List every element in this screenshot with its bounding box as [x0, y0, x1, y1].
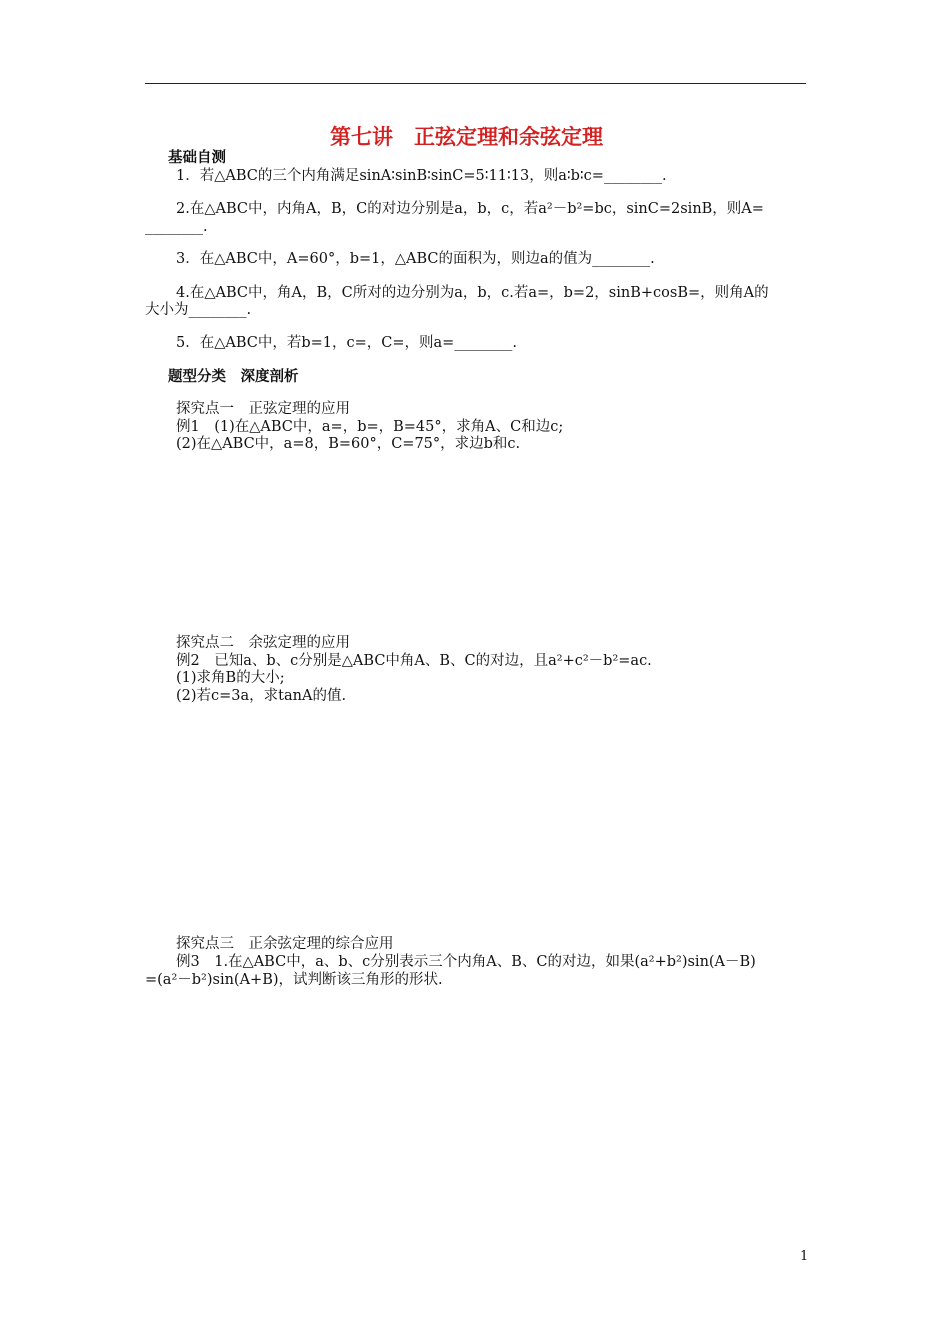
- explore-point-1-heading: 探究点一 正弦定理的应用: [176, 401, 350, 417]
- example-1-part-2: (2)在△ABC中，a=8，B=60°，C=75°，求边b和c.: [176, 436, 521, 452]
- section-basic-selftest: 基础自测: [168, 150, 226, 166]
- example-2-question-2: (2)若c=3a，求tanA的值.: [176, 688, 347, 704]
- question-4-line-2: 大小为________.: [145, 302, 252, 318]
- example-3-line-1: 例3 1.在△ABC中，a、b、c分别表示三个内角A、B、C的对边，如果(a²+b²)sin(A－B): [176, 954, 756, 970]
- question-4-line-1: 4.在△ABC中，角A，B，C所对的边分别为a，b，c.若a=，b=2，sinB+cosB=，则角A的: [176, 285, 769, 301]
- explore-point-2-heading: 探究点二 余弦定理的应用: [176, 635, 350, 651]
- question-3: 3．在△ABC中，A=60°，b=1，△ABC的面积为，则边a的值为________.: [176, 251, 655, 267]
- page-title: 第七讲 正弦定理和余弦定理: [330, 125, 603, 149]
- header-rule: [145, 83, 806, 84]
- example-2-question-1: (1)求角B的大小;: [176, 670, 285, 686]
- explore-point-3-heading: 探究点三 正余弦定理的综合应用: [176, 936, 394, 952]
- example-3-line-2: =(a²－b²)sin(A+B)，试判断该三角形的形状.: [145, 972, 443, 988]
- question-1: 1．若△ABC的三个内角满足sinA∶sinB∶sinC=5∶11∶13，则a∶b∶c=________.: [176, 168, 667, 184]
- section-problem-types: 题型分类 深度剖析: [168, 369, 299, 385]
- example-1-part-1: 例1 (1)在△ABC中，a=，b=，B=45°，求角A、C和边c;: [176, 419, 564, 435]
- example-2-statement: 例2 已知a、b、c分别是△ABC中角A、B、C的对边，且a²+c²－b²=ac.: [176, 653, 652, 669]
- question-2-line-1: 2.在△ABC中，内角A，B，C的对边分别是a，b，c，若a²－b²=bc，sinC=2sinB，则A=: [176, 201, 764, 217]
- question-2-line-2: ________.: [145, 219, 208, 235]
- page-number: 1: [800, 1249, 809, 1264]
- question-5: 5．在△ABC中，若b=1，c=，C=，则a=________.: [176, 335, 517, 351]
